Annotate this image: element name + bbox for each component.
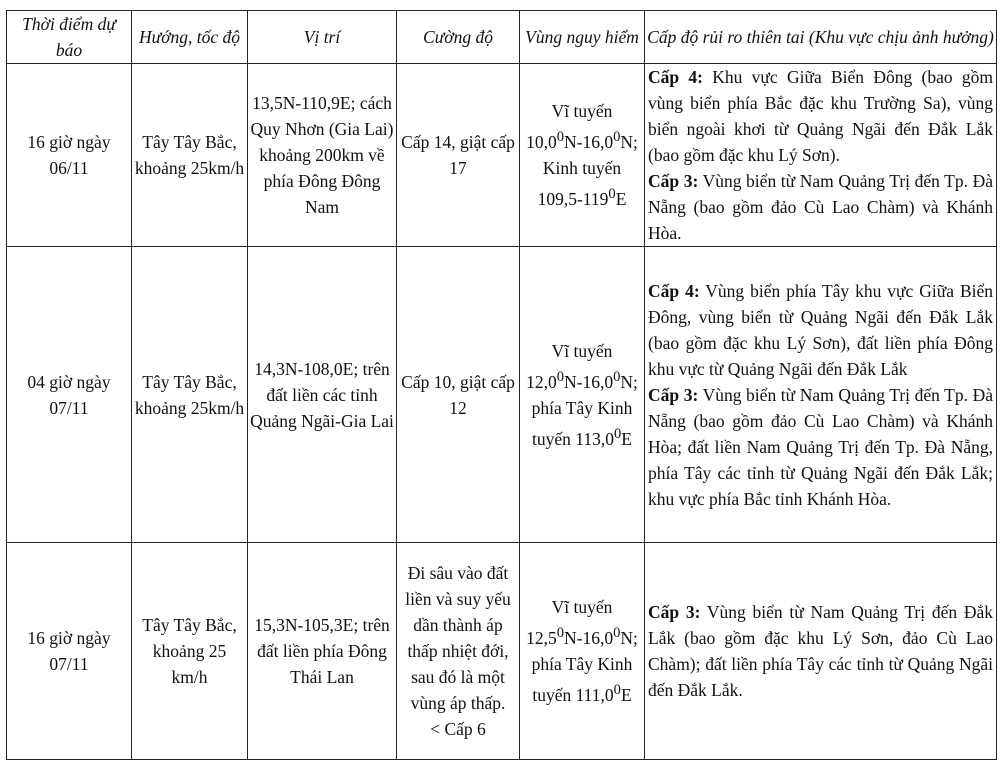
danger-text-mid: N; phía Tây Kinh tuyến 111,0 (531, 628, 638, 705)
cell-danger-zone (520, 64, 645, 247)
table-row (7, 64, 997, 247)
intensity-level: < Cấp 6 (430, 719, 486, 739)
danger-text-mid: N-16,0 (564, 371, 614, 392)
forecast-table (6, 10, 997, 760)
risk-entry (648, 599, 993, 703)
header-direction: Hướng, tốc độ (132, 11, 248, 64)
cell-position: 15,3N-105,3E; trên đất liền phía Đông Thái Lan (248, 543, 397, 760)
risk-level-label: Cấp 3: (648, 602, 701, 622)
cell-risk-level (645, 543, 997, 760)
degree-sup: 0 (613, 368, 621, 385)
degree-sup: 0 (556, 368, 565, 385)
cell-position: 13,5N-110,9E; cách Quy Nhơn (Gia Lai) khoảng 200km về phía Đông Đông Nam (248, 64, 397, 247)
risk-entry (648, 382, 993, 512)
header-risk-level: Cấp độ rủi ro thiên tai (Khu vực chịu ảnh hưởng) (645, 11, 997, 64)
header-danger-zone: Vùng nguy hiểm (520, 11, 645, 64)
danger-text-end: E (615, 188, 627, 209)
cell-intensity (397, 543, 520, 760)
forecast-table-wrapper (6, 10, 997, 760)
danger-text-start: Vĩ tuyến 10,0 (526, 101, 613, 152)
header-intensity: Cường độ (397, 11, 520, 64)
danger-text-mid: N; phía Tây Kinh tuyến 113,0 (531, 371, 638, 449)
danger-text-end: E (621, 428, 632, 449)
cell-position: 14,3N-108,0E; trên đất liền các tỉnh Quảng Ngãi-Gia Lai (248, 247, 397, 543)
risk-text: Vùng biển phía Tây khu vực Giữa Biển Đông, vùng biển từ Quảng Ngãi đến Đắk Lắk (bao gồm đặc khu Lý Sơn), đất liền phía Đông khu vực từ Quảng Ngãi đến Đắk Lắk (648, 280, 994, 379)
risk-text: Khu vực Giữa Biển Đông (bao gồm vùng biển phía Bắc đặc khu Trường Sa), vùng biển ngoài khơi từ Quảng Ngãi đến Đắk Lắk (bao gồm đặc khu Lý Sơn). (648, 67, 993, 165)
cell-time: 16 giờ ngày 07/11 (7, 543, 132, 760)
cell-danger-zone (520, 247, 645, 543)
risk-text: Vùng biển từ Nam Quảng Trị đến Tp. Đà Nẵng (bao gồm đảo Cù Lao Chàm) và Khánh Hòa; đất liền Nam Quảng Trị đến Tp. Đà Nẵng, phía Tây các tỉnh từ Quảng Ngãi đến Đắk Lắk; khu vực phía Bắc tỉnh Khánh Hòa. (648, 384, 993, 509)
risk-entry (648, 278, 993, 382)
degree-sup: 0 (613, 425, 622, 442)
table-row (7, 543, 997, 760)
cell-direction: Tây Tây Bắc, khoảng 25km/h (132, 247, 248, 543)
risk-level-label: Cấp 3: (648, 171, 699, 191)
cell-risk-level (645, 64, 997, 247)
header-row (7, 11, 997, 64)
cell-intensity: Cấp 14, giật cấp 17 (397, 64, 520, 247)
header-position: Vị trí (248, 11, 397, 64)
danger-text-mid: N-16,0 (564, 628, 614, 648)
table-row (7, 247, 997, 543)
cell-direction: Tây Tây Bắc, khoảng 25km/h (132, 64, 248, 247)
risk-entry (648, 64, 993, 168)
danger-text-mid: N; Kinh tuyến 109,5-119 (537, 132, 638, 209)
degree-sup: 0 (556, 625, 565, 642)
cell-direction: Tây Tây Bắc, khoảng 25 km/h (132, 543, 248, 760)
danger-text-mid: N-16,0 (564, 132, 614, 152)
risk-text: Vùng biển từ Nam Quảng Trị đến Đắk Lắk (bao gồm đặc khu Lý Sơn, đảo Cù Lao Chàm); đất liền phía Tây các tỉnh từ Quảng Ngãi đến Đắk Lắk. (648, 602, 994, 700)
cell-risk-level (645, 247, 997, 543)
intensity-text: Đi sâu vào đất liền và suy yếu dần thành áp thấp nhiệt đới, sau đó là một vùng áp thấp. (405, 563, 511, 713)
danger-text-end: E (620, 684, 632, 705)
cell-time: 04 giờ ngày 07/11 (7, 247, 132, 543)
degree-sup: 0 (613, 625, 621, 642)
cell-intensity: Cấp 10, giật cấp 12 (397, 247, 520, 543)
header-time: Thời điểm dự báo (7, 11, 132, 64)
degree-sup: 0 (608, 186, 616, 202)
cell-time: 16 giờ ngày 06/11 (7, 64, 132, 247)
risk-entry (648, 168, 993, 246)
risk-level-label: Cấp 4: (648, 67, 703, 87)
degree-sup: 0 (613, 682, 621, 698)
danger-text-start: Vĩ tuyến 12,0 (526, 340, 613, 392)
risk-level-label: Cấp 3: (648, 384, 699, 405)
danger-text-start: Vĩ tuyến 12,5 (526, 597, 613, 648)
cell-danger-zone (520, 543, 645, 760)
degree-sup: 0 (613, 129, 621, 146)
risk-text: Vùng biển từ Nam Quảng Trị đến Tp. Đà Nẵng (bao gồm đảo Cù Lao Chàm) và Khánh Hòa. (648, 171, 993, 243)
degree-sup: 0 (556, 129, 565, 146)
risk-level-label: Cấp 4: (648, 280, 700, 301)
